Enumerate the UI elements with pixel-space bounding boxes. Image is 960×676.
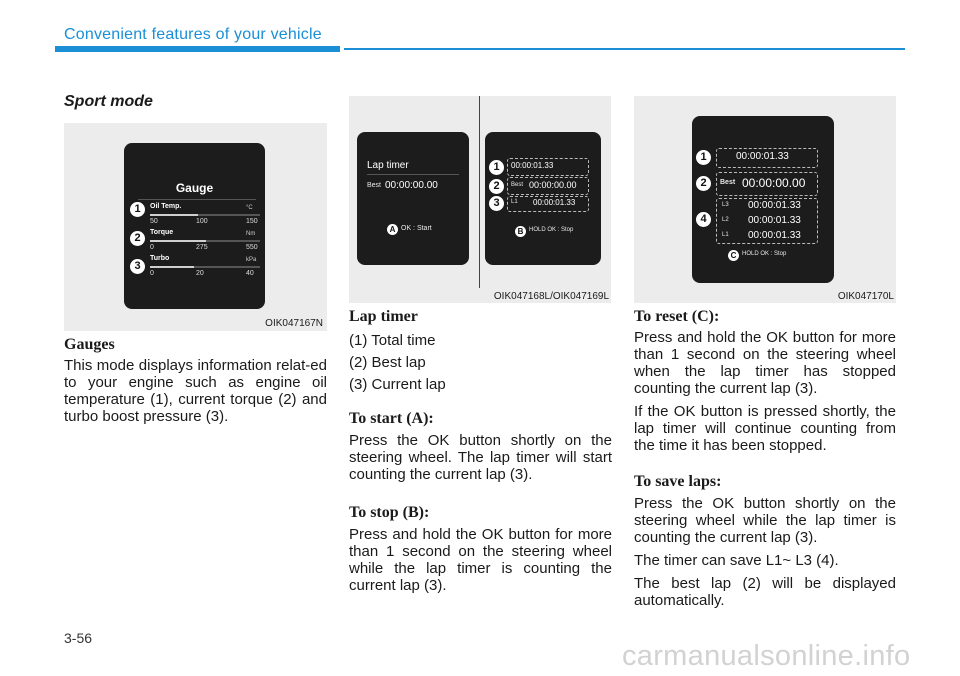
badge-b: B <box>515 226 526 237</box>
best-label: Best <box>367 182 382 189</box>
total-time: 00:00:01.33 <box>511 161 554 170</box>
gauge-tick: 100 <box>196 218 208 225</box>
gauge-oil-temp-fill <box>150 214 198 216</box>
lap-time: 00:00:01.33 <box>748 200 801 211</box>
lap-label: L3 <box>722 202 729 208</box>
figure-caption: OIK047168L/OIK047169L <box>493 291 609 302</box>
gauge-tick: 550 <box>246 244 258 251</box>
list-item: (2) Best lap <box>349 354 426 371</box>
gauges-paragraph <box>64 357 327 431</box>
page-number: 3-56 <box>64 630 93 646</box>
lap-timer-figure <box>349 96 611 303</box>
sport-mode-heading: Sport mode <box>64 93 153 110</box>
badge-1: 1 <box>696 150 711 165</box>
gauge-tick: 20 <box>196 270 204 277</box>
badge-4: 4 <box>696 212 711 227</box>
save-paragraphs <box>634 495 896 615</box>
badge-2: 2 <box>696 176 711 191</box>
badge-3: 3 <box>130 259 145 274</box>
badge-2: 2 <box>489 179 504 194</box>
gauge-turbo-fill <box>150 266 194 268</box>
badge-1: 1 <box>130 202 145 217</box>
gauges-text: This mode displays information relat-ed to your engine such as engine oil temperature (1), current torque (2) and turbo boost pressure (3). <box>64 357 327 425</box>
gauge-figure <box>64 123 327 331</box>
best-time: 00:00:00.00 <box>529 180 577 190</box>
gauge-tick: 40 <box>246 270 254 277</box>
gauge-screen-title: Gauge <box>175 181 214 195</box>
hint-text: HOLD OK : Stop <box>742 251 787 257</box>
list-item: (3) Current lap <box>349 376 446 393</box>
lap-timer-title: Lap timer <box>367 160 409 171</box>
gauge-tick: 0 <box>150 244 154 251</box>
reset-text-1: Press and hold the OK button for more than 1 second on the steering wheel when the lap timer has stopped counting the current lap (3). <box>634 329 896 397</box>
hint-text: OK : Start <box>401 225 432 232</box>
badge-1: 1 <box>489 160 504 175</box>
gauges-heading: Gauges <box>64 336 115 353</box>
lap-memory-figure <box>634 96 896 303</box>
gauge-torque-label: Torque <box>150 229 174 236</box>
start-paragraph <box>349 432 612 489</box>
section-title: Convenient features of your vehicle <box>64 26 322 43</box>
figure-caption: OIK047170L <box>837 291 894 302</box>
list-item: (1) Total time <box>349 332 436 349</box>
start-heading: To start (A): <box>349 410 434 427</box>
lap-memory-screen <box>692 116 834 283</box>
lap-label: L2 <box>722 217 729 223</box>
gauge-turbo-unit: kPa <box>246 257 257 263</box>
badge-3: 3 <box>489 196 504 211</box>
gauge-torque-unit: Nm <box>246 231 256 237</box>
stop-text: Press and hold the OK button for more than 1 second on the steering wheel while the lap timer is counting the current lap (3). <box>349 526 612 594</box>
hint-text: HOLD OK : Stop <box>529 227 574 233</box>
badge-c: C <box>728 250 739 261</box>
best-label: Best <box>720 179 736 186</box>
header-rule-thick <box>55 46 340 52</box>
lap-timer-screen-a <box>357 132 469 265</box>
lap-time: 00:00:01.33 <box>748 230 801 241</box>
figure-divider <box>479 96 480 288</box>
lap-time: 00:00:01.33 <box>533 198 576 207</box>
lap-timer-screen-b <box>485 132 601 265</box>
header-rule-thin <box>344 48 905 50</box>
best-time: 00:00:00.00 <box>385 180 438 191</box>
stop-heading: To stop (B): <box>349 504 430 521</box>
reset-paragraphs <box>634 329 896 460</box>
gauge-tick: 0 <box>150 270 154 277</box>
stop-paragraph <box>349 526 612 600</box>
lap-timer-list <box>349 330 612 396</box>
gauge-torque-fill <box>150 240 206 242</box>
lap-timer-heading: Lap timer <box>349 308 418 325</box>
lap-time: 00:00:01.33 <box>748 215 801 226</box>
watermark: carmanualsonline.info <box>622 640 911 672</box>
start-text: Press the OK button shortly on the steering wheel. The lap timer will start counting the current lap (3). <box>349 432 612 483</box>
reset-text-2: If the OK button is pressed shortly, the lap timer will continue counting from the time it has been stopped. <box>634 403 896 454</box>
figure-caption: OIK047167N <box>265 318 323 329</box>
gauge-tick: 275 <box>196 244 208 251</box>
gauge-oil-temp-label: Oil Temp. <box>150 203 182 210</box>
total-time: 00:00:01.33 <box>736 151 789 162</box>
gauge-tick: 50 <box>150 218 158 225</box>
lap-label: L1 <box>511 199 518 205</box>
lap-label: L1 <box>722 232 729 238</box>
gauge-screen <box>124 143 265 309</box>
save-text-2: The timer can save L1~ L3 (4). <box>634 552 839 569</box>
badge-2: 2 <box>130 231 145 246</box>
save-heading: To save laps: <box>634 473 722 490</box>
save-text-3: The best lap (2) will be displayed automatically. <box>634 575 896 609</box>
lap-title-rule <box>367 174 459 175</box>
best-time: 00:00:00.00 <box>742 176 806 190</box>
gauge-turbo-label: Turbo <box>150 255 170 262</box>
gauge-oil-temp-unit: °C <box>246 205 253 211</box>
gauge-tick: 150 <box>246 218 258 225</box>
badge-a: A <box>387 224 398 235</box>
best-label: Best <box>511 182 524 188</box>
gauge-title-rule <box>138 199 256 200</box>
save-text-1: Press the OK button shortly on the steering wheel while the lap timer is counting the current lap (3). <box>634 495 896 546</box>
reset-heading: To reset (C): <box>634 308 720 325</box>
